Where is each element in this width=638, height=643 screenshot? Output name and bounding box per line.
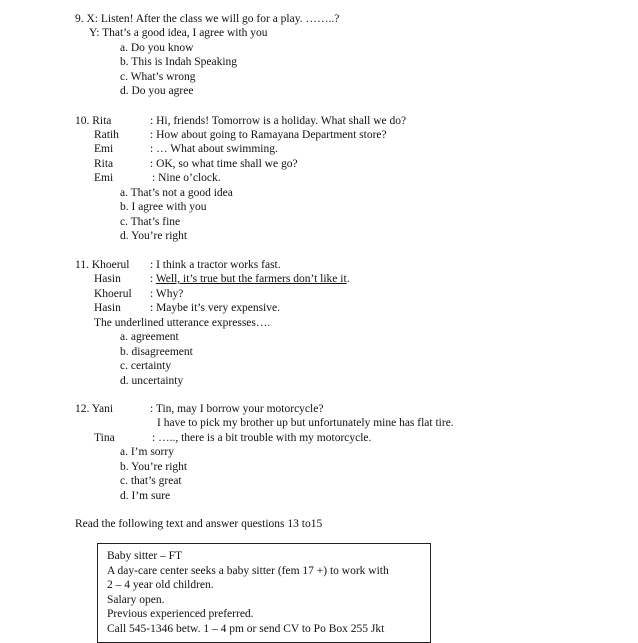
q10-speaker: Emi xyxy=(94,143,114,155)
q10-line: : Hi, friends! Tomorrow is a holiday. What shall we do? xyxy=(150,115,407,127)
q10-speaker: Emi xyxy=(94,172,114,184)
q11-line: : Maybe it’s very expensive. xyxy=(150,302,280,314)
q11-speaker: 11. Khoerul xyxy=(75,259,130,271)
q9-option-c: c. What’s wrong xyxy=(120,71,196,83)
q11-line-underlined xyxy=(150,272,350,286)
q12-line: : ….., there is a bit trouble with my motorcycle. xyxy=(152,432,372,444)
q11-option-d: d. uncertainty xyxy=(120,375,184,387)
q10-line: : How about going to Ramayana Department store? xyxy=(150,129,387,141)
q11-option-a: a. agreement xyxy=(120,331,179,343)
q9-response: Y: That’s a good idea, I agree with you xyxy=(89,27,268,39)
ad-line: Call 545-1346 betw. 1 – 4 pm or send CV to Po Box 255 Jkt xyxy=(107,623,385,635)
q10-speaker: 10. Rita xyxy=(75,115,112,127)
q10-option-c: c. That’s fine xyxy=(120,216,181,228)
q10-option-a: a. That’s not a good idea xyxy=(120,187,233,199)
q11-speaker: Hasin xyxy=(94,273,121,285)
q9-option-d: d. Do you agree xyxy=(120,85,194,97)
q10-option-d: d. You’re right xyxy=(120,230,188,242)
q10-speaker: Ratih xyxy=(94,129,119,141)
q11-speaker: Khoerul xyxy=(94,288,132,300)
q9-prompt: 9. X: Listen! After the class we will go for a play. ……..? xyxy=(75,13,340,25)
q11-line: : Why? xyxy=(150,288,184,300)
reading-instruction: Read the following text and answer questions 13 to15 xyxy=(75,518,323,530)
q12-speaker: 12. Yani xyxy=(75,403,114,415)
q11-line: : I think a tractor works fast. xyxy=(150,259,281,271)
advertisement-box xyxy=(97,543,431,643)
q12-option-c: c. that’s great xyxy=(120,475,182,487)
q12-speaker: Tina xyxy=(94,432,115,444)
q12-line-continued: I have to pick my brother up but unfortunately mine has flat tire. xyxy=(157,417,454,429)
q9-option-b: b. This is Indah Speaking xyxy=(120,56,238,68)
q12-option-d: d. I’m sure xyxy=(120,490,171,502)
q10-line: : OK, so what time shall we go? xyxy=(150,158,298,170)
q10-speaker: Rita xyxy=(94,158,114,170)
ad-line: A day-care center seeks a baby sitter (fem 17 +) to work with xyxy=(107,565,389,577)
q11-colon: : xyxy=(150,273,156,285)
q12-option-b: b. You’re right xyxy=(120,461,188,473)
underlined-utterance: Well, it’s true but the farmers don’t like it xyxy=(155,273,347,285)
q11-option-b: b. disagreement xyxy=(120,346,193,358)
q11-speaker: Hasin xyxy=(94,302,121,314)
q11-instruction: The underlined utterance expresses…. xyxy=(94,317,271,329)
ad-line: Salary open. xyxy=(107,594,165,606)
q12-line: : Tin, may I borrow your motorcycle? xyxy=(150,403,324,415)
q9-option-a: a. Do you know xyxy=(120,42,194,54)
ad-line: Previous experienced preferred. xyxy=(107,608,254,620)
q10-line: : Nine o’clock. xyxy=(152,172,221,184)
ad-line: 2 – 4 year old children. xyxy=(107,579,214,591)
q11-period: . xyxy=(346,273,350,285)
q12-option-a: a. I’m sorry xyxy=(120,446,174,458)
q10-line: : … What about swimming. xyxy=(150,143,278,155)
ad-heading: Baby sitter – FT xyxy=(107,550,183,562)
q11-option-c: c. certainty xyxy=(120,360,172,372)
q10-option-b: b. I agree with you xyxy=(120,201,207,213)
